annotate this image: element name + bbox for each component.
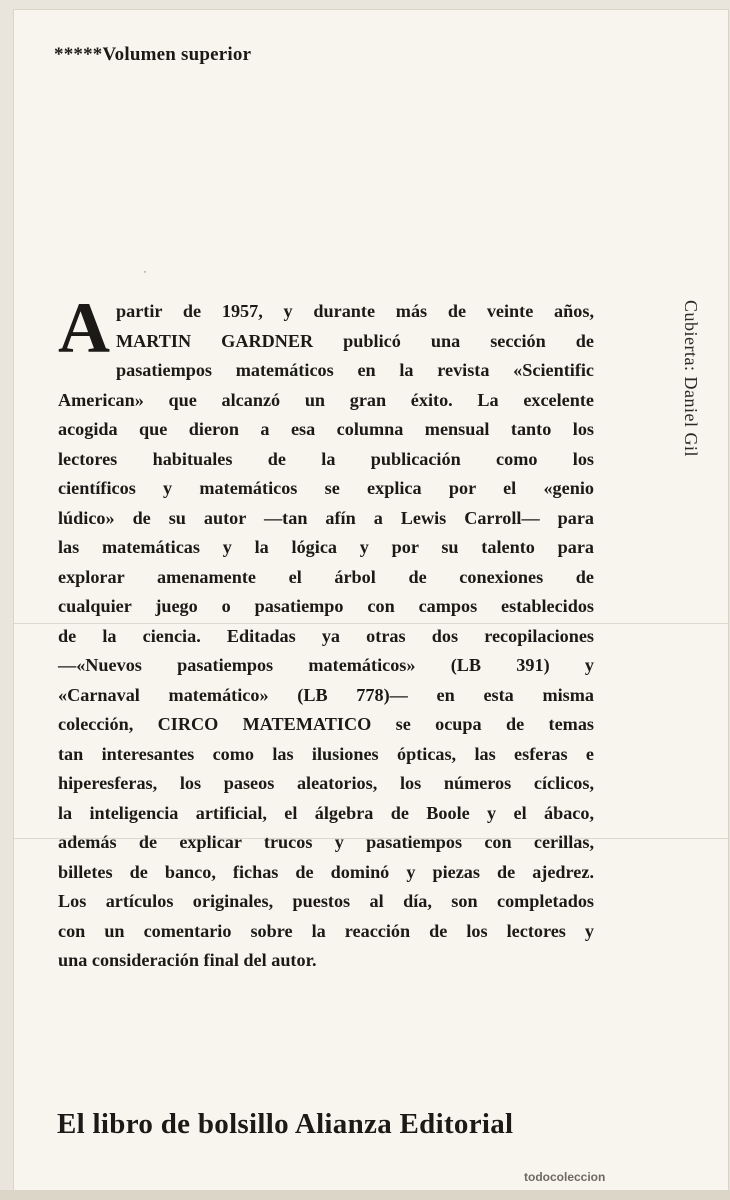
series-label: *****Volumen superior [54,44,252,65]
ink-speck: ˙ [143,268,147,282]
synopsis-line: tan interesantes como las ilusiones ópticas, las esferas e [58,743,594,764]
synopsis-line: cualquier juego o pasatiempo con campos establecidos [58,596,594,616]
synopsis-line: «Carnaval matemático» (LB 778)— en esta misma [58,684,594,705]
synopsis-line: colección, CIRCO MATEMATICO se ocupa de temas [58,714,594,734]
drop-cap: A [58,288,110,368]
synopsis-line: la inteligencia artificial, el álgebra de Boole y el ábaco, [58,802,594,823]
synopsis-line: además de explicar trucos y pasatiempos con cerillas, [58,832,594,852]
synopsis-line: MARTIN GARDNER publicó una sección de [116,330,594,351]
synopsis-line: American» que alcanzó un gran éxito. La excelente [58,389,594,410]
synopsis-line: Los artículos originales, puestos al día, son completados [58,891,594,911]
synopsis-line: explorar amenamente el árbol de conexiones de [58,566,594,587]
synopsis-line: científicos y matemáticos se explica por el «genio [58,478,594,498]
synopsis-line: acogida que dieron a esa columna mensual tanto los [58,419,594,439]
synopsis-line: lectores habituales de la publicación como los [58,448,594,469]
synopsis-line: lúdico» de su autor —tan afín a Lewis Carroll— para [58,507,594,528]
cover-credit: Cubierta: Daniel Gil [681,300,701,457]
synopsis-line: —«Nuevos pasatiempos matemáticos» (LB 391) y [58,655,594,675]
synopsis-line: pasatiempos matemáticos en la revista «Scientific [116,360,594,380]
synopsis-line: de la ciencia. Editadas ya otras dos recopilaciones [58,625,594,646]
synopsis-line: una consideración final del autor. [58,950,317,970]
cover-bottom-edge [0,1190,730,1200]
publisher-imprint: El libro de bolsillo Alianza Editorial [57,1108,514,1140]
synopsis-line: las matemáticas y la lógica y por su talento para [58,537,594,557]
synopsis-line: partir de 1957, y durante más de veinte años, [116,301,594,321]
watermark-logo: todocoleccion [524,1170,606,1184]
synopsis-line: hiperesferas, los paseos aleatorios, los números cíclicos, [58,773,594,793]
synopsis-line: con un comentario sobre la reacción de los lectores y [58,920,594,941]
synopsis-text [58,288,594,976]
synopsis-line: billetes de banco, fichas de dominó y piezas de ajedrez. [58,861,594,882]
